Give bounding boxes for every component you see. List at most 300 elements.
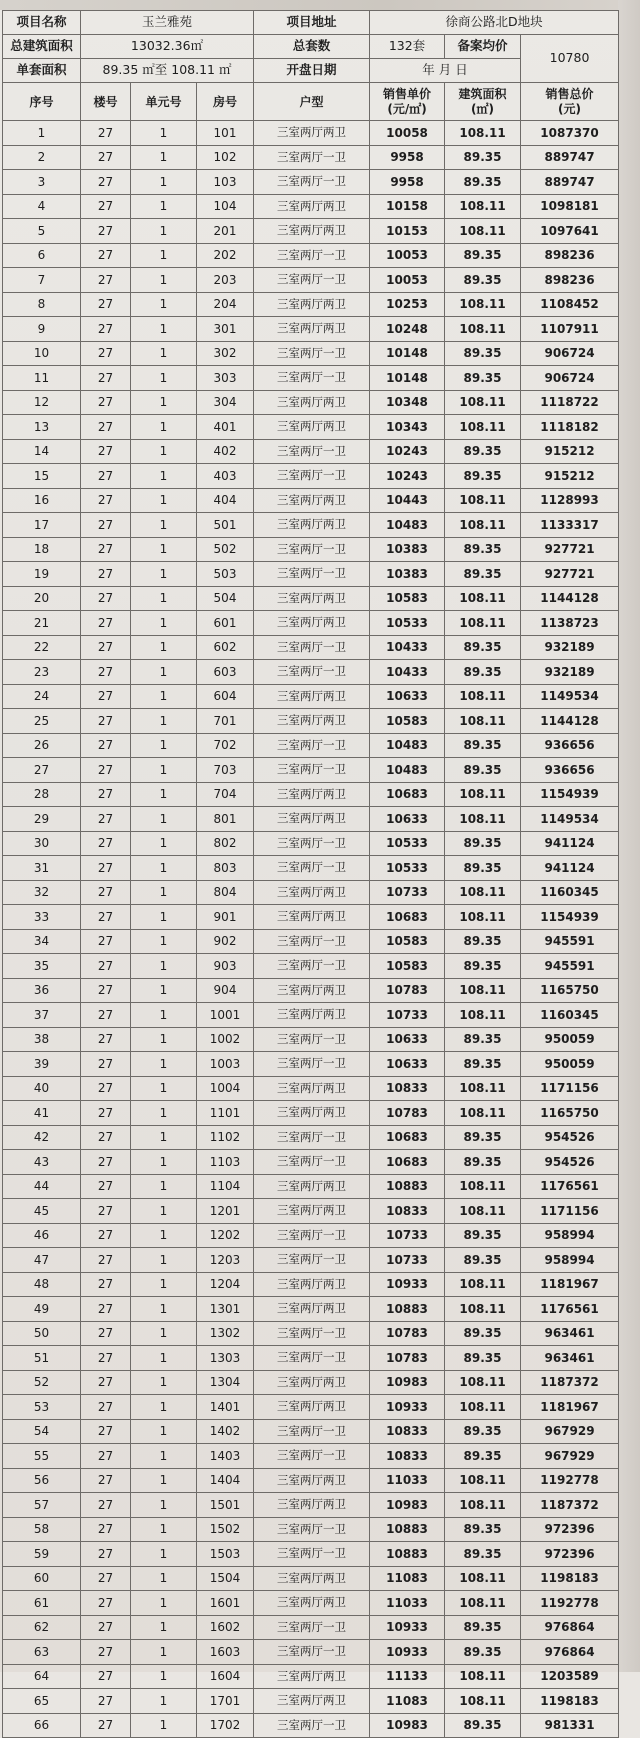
cell-unit-price: 10348	[370, 390, 445, 415]
cell-building: 27	[81, 1370, 131, 1395]
cell-total-price: 981331	[521, 1713, 619, 1738]
table-row	[3, 415, 619, 440]
cell-unit-price: 10633	[370, 1027, 445, 1052]
cell-area: 89.35	[445, 1517, 521, 1542]
cell-room: 704	[197, 782, 254, 807]
cell-unit-price: 10583	[370, 954, 445, 979]
table-row	[3, 390, 619, 415]
cell-total-price: 1181967	[521, 1395, 619, 1420]
cell-total-price: 1154939	[521, 782, 619, 807]
cell-unit: 1	[131, 1174, 197, 1199]
cell-unit: 1	[131, 782, 197, 807]
cell-area: 89.35	[445, 733, 521, 758]
col-area-line2: (㎡)	[471, 101, 494, 116]
table-row	[3, 243, 619, 268]
cell-unit-price: 10433	[370, 660, 445, 685]
cell-layout: 三室两厅一卫	[254, 954, 370, 979]
cell-area: 89.35	[445, 954, 521, 979]
cell-area: 89.35	[445, 1444, 521, 1469]
cell-building: 27	[81, 684, 131, 709]
cell-unit-price: 10583	[370, 709, 445, 734]
cell-room: 1203	[197, 1248, 254, 1273]
cell-unit: 1	[131, 1052, 197, 1077]
cell-unit: 1	[131, 1076, 197, 1101]
cell-unit: 1	[131, 586, 197, 611]
cell-unit-price: 10243	[370, 439, 445, 464]
cell-building: 27	[81, 268, 131, 293]
cell-seq: 65	[3, 1689, 81, 1714]
cell-unit-price: 10933	[370, 1640, 445, 1665]
cell-total-price: 1165750	[521, 978, 619, 1003]
cell-seq: 8	[3, 292, 81, 317]
cell-room: 401	[197, 415, 254, 440]
table-row	[3, 905, 619, 930]
cell-seq: 29	[3, 807, 81, 832]
cell-seq: 61	[3, 1591, 81, 1616]
cell-seq: 11	[3, 366, 81, 391]
cell-area: 108.11	[445, 1493, 521, 1518]
table-row	[3, 709, 619, 734]
project-address-label: 项目地址	[254, 11, 370, 35]
cell-unit: 1	[131, 292, 197, 317]
cell-area: 108.11	[445, 1199, 521, 1224]
cell-seq: 66	[3, 1713, 81, 1738]
cell-area: 108.11	[445, 1689, 521, 1714]
cell-layout: 三室两厅两卫	[254, 1395, 370, 1420]
cell-layout: 三室两厅两卫	[254, 513, 370, 538]
cell-unit: 1	[131, 1370, 197, 1395]
table-row	[3, 1346, 619, 1371]
cell-unit: 1	[131, 1640, 197, 1665]
cell-room: 1104	[197, 1174, 254, 1199]
cell-building: 27	[81, 537, 131, 562]
cell-unit-price: 10583	[370, 929, 445, 954]
cell-seq: 44	[3, 1174, 81, 1199]
cell-building: 27	[81, 341, 131, 366]
cell-building: 27	[81, 1150, 131, 1175]
cell-unit-price: 10243	[370, 464, 445, 489]
cell-building: 27	[81, 1615, 131, 1640]
cell-layout: 三室两厅两卫	[254, 586, 370, 611]
cell-total-price: 1118182	[521, 415, 619, 440]
cell-seq: 34	[3, 929, 81, 954]
cell-building: 27	[81, 733, 131, 758]
cell-area: 108.11	[445, 684, 521, 709]
cell-unit: 1	[131, 1419, 197, 1444]
cell-seq: 45	[3, 1199, 81, 1224]
cell-unit-price: 10883	[370, 1174, 445, 1199]
cell-layout: 三室两厅一卫	[254, 1542, 370, 1567]
cell-seq: 17	[3, 513, 81, 538]
cell-seq: 35	[3, 954, 81, 979]
cell-area: 108.11	[445, 219, 521, 244]
cell-unit: 1	[131, 1297, 197, 1322]
cell-unit: 1	[131, 1493, 197, 1518]
table-row	[3, 488, 619, 513]
cell-building: 27	[81, 1591, 131, 1616]
cell-total-price: 954526	[521, 1125, 619, 1150]
cell-area: 89.35	[445, 929, 521, 954]
cell-unit: 1	[131, 880, 197, 905]
cell-layout: 三室两厅两卫	[254, 1468, 370, 1493]
cell-room: 601	[197, 611, 254, 636]
cell-layout: 三室两厅一卫	[254, 733, 370, 758]
cell-layout: 三室两厅两卫	[254, 390, 370, 415]
cell-area: 89.35	[445, 1052, 521, 1077]
cell-seq: 42	[3, 1125, 81, 1150]
cell-area: 89.35	[445, 1248, 521, 1273]
cell-room: 604	[197, 684, 254, 709]
cell-room: 1101	[197, 1101, 254, 1126]
cell-total-price: 898236	[521, 268, 619, 293]
cell-area: 108.11	[445, 880, 521, 905]
cell-unit-price: 10633	[370, 1052, 445, 1077]
cell-building: 27	[81, 292, 131, 317]
cell-seq: 21	[3, 611, 81, 636]
cell-layout: 三室两厅一卫	[254, 145, 370, 170]
cell-total-price: 1181967	[521, 1272, 619, 1297]
cell-area: 89.35	[445, 170, 521, 195]
cell-area: 89.35	[445, 1321, 521, 1346]
cell-layout: 三室两厅一卫	[254, 1248, 370, 1273]
cell-total-price: 950059	[521, 1052, 619, 1077]
cell-total-price: 1144128	[521, 586, 619, 611]
cell-seq: 9	[3, 317, 81, 342]
cell-layout: 三室两厅一卫	[254, 341, 370, 366]
cell-total-price: 963461	[521, 1346, 619, 1371]
cell-unit: 1	[131, 219, 197, 244]
cell-building: 27	[81, 856, 131, 881]
cell-area: 108.11	[445, 1076, 521, 1101]
col-unit-header: 单元号	[131, 83, 197, 121]
table-row	[3, 684, 619, 709]
table-row	[3, 268, 619, 293]
cell-room: 803	[197, 856, 254, 881]
cell-room: 1702	[197, 1713, 254, 1738]
table-row	[3, 1370, 619, 1395]
cell-unit: 1	[131, 733, 197, 758]
cell-layout: 三室两厅两卫	[254, 121, 370, 146]
cell-area: 108.11	[445, 1664, 521, 1689]
cell-total-price: 1187372	[521, 1493, 619, 1518]
table-row	[3, 1076, 619, 1101]
cell-area: 89.35	[445, 1346, 521, 1371]
table-row	[3, 1517, 619, 1542]
cell-unit: 1	[131, 1444, 197, 1469]
cell-layout: 三室两厅一卫	[254, 1321, 370, 1346]
cell-unit: 1	[131, 758, 197, 783]
cell-room: 1301	[197, 1297, 254, 1322]
col-total-price-line1: 销售总价	[545, 86, 594, 101]
cell-unit-price: 10483	[370, 513, 445, 538]
cell-unit: 1	[131, 660, 197, 685]
cell-layout: 三室两厅一卫	[254, 1419, 370, 1444]
cell-unit-price: 11083	[370, 1566, 445, 1591]
cell-room: 301	[197, 317, 254, 342]
cell-area: 108.11	[445, 1395, 521, 1420]
cell-building: 27	[81, 1199, 131, 1224]
cell-seq: 58	[3, 1517, 81, 1542]
table-row	[3, 317, 619, 342]
cell-layout: 三室两厅一卫	[254, 660, 370, 685]
cell-room: 203	[197, 268, 254, 293]
table-row	[3, 880, 619, 905]
cell-unit: 1	[131, 1101, 197, 1126]
cell-seq: 28	[3, 782, 81, 807]
cell-unit-price: 10148	[370, 366, 445, 391]
table-row	[3, 1493, 619, 1518]
cell-unit-price: 10683	[370, 905, 445, 930]
cell-building: 27	[81, 954, 131, 979]
cell-layout: 三室两厅一卫	[254, 537, 370, 562]
cell-area: 89.35	[445, 464, 521, 489]
column-header-row	[3, 83, 619, 121]
cell-room: 503	[197, 562, 254, 587]
cell-unit-price: 10633	[370, 684, 445, 709]
cell-total-price: 963461	[521, 1321, 619, 1346]
cell-seq: 39	[3, 1052, 81, 1077]
cell-total-price: 1198183	[521, 1566, 619, 1591]
cell-unit: 1	[131, 537, 197, 562]
table-row	[3, 1272, 619, 1297]
cell-seq: 51	[3, 1346, 81, 1371]
cell-unit-price: 10383	[370, 562, 445, 587]
cell-seq: 27	[3, 758, 81, 783]
table-row	[3, 1542, 619, 1567]
cell-building: 27	[81, 1419, 131, 1444]
cell-room: 902	[197, 929, 254, 954]
cell-room: 1103	[197, 1150, 254, 1175]
cell-area: 89.35	[445, 1640, 521, 1665]
cell-unit: 1	[131, 1027, 197, 1052]
cell-total-price: 932189	[521, 635, 619, 660]
cell-total-price: 1160345	[521, 880, 619, 905]
table-row	[3, 1468, 619, 1493]
table-row	[3, 219, 619, 244]
cell-unit-price: 10483	[370, 733, 445, 758]
table-row	[3, 635, 619, 660]
cell-area: 108.11	[445, 905, 521, 930]
cell-seq: 13	[3, 415, 81, 440]
cell-room: 1602	[197, 1615, 254, 1640]
cell-seq: 2	[3, 145, 81, 170]
cell-room: 1701	[197, 1689, 254, 1714]
cell-building: 27	[81, 635, 131, 660]
cell-layout: 三室两厅一卫	[254, 635, 370, 660]
cell-seq: 56	[3, 1468, 81, 1493]
cell-building: 27	[81, 1664, 131, 1689]
cell-unit: 1	[131, 488, 197, 513]
cell-unit: 1	[131, 1199, 197, 1224]
cell-unit: 1	[131, 170, 197, 195]
cell-unit: 1	[131, 268, 197, 293]
cell-unit: 1	[131, 1272, 197, 1297]
cell-layout: 三室两厅两卫	[254, 1591, 370, 1616]
cell-seq: 10	[3, 341, 81, 366]
cell-area: 108.11	[445, 1272, 521, 1297]
project-name-value: 玉兰雅苑	[81, 11, 254, 35]
cell-area: 108.11	[445, 415, 521, 440]
table-row	[3, 1444, 619, 1469]
cell-seq: 37	[3, 1003, 81, 1028]
cell-layout: 三室两厅两卫	[254, 880, 370, 905]
cell-layout: 三室两厅两卫	[254, 1664, 370, 1689]
cell-seq: 4	[3, 194, 81, 219]
cell-total-price: 1128993	[521, 488, 619, 513]
cell-seq: 12	[3, 390, 81, 415]
cell-total-price: 1192778	[521, 1591, 619, 1616]
cell-seq: 55	[3, 1444, 81, 1469]
cell-unit-price: 11033	[370, 1468, 445, 1493]
table-row	[3, 586, 619, 611]
cell-building: 27	[81, 1248, 131, 1273]
cell-layout: 三室两厅两卫	[254, 905, 370, 930]
unit-area-label: 单套面积	[3, 59, 81, 83]
cell-room: 603	[197, 660, 254, 685]
cell-total-price: 967929	[521, 1419, 619, 1444]
cell-layout: 三室两厅两卫	[254, 1101, 370, 1126]
cell-area: 89.35	[445, 1150, 521, 1175]
cell-room: 303	[197, 366, 254, 391]
cell-building: 27	[81, 194, 131, 219]
cell-seq: 50	[3, 1321, 81, 1346]
cell-unit: 1	[131, 978, 197, 1003]
table-row	[3, 1591, 619, 1616]
cell-building: 27	[81, 1517, 131, 1542]
cell-total-price: 972396	[521, 1542, 619, 1567]
cell-room: 1201	[197, 1199, 254, 1224]
col-area-header	[445, 83, 521, 121]
cell-unit: 1	[131, 1615, 197, 1640]
table-row	[3, 929, 619, 954]
cell-building: 27	[81, 1101, 131, 1126]
cell-unit-price: 10533	[370, 611, 445, 636]
cell-seq: 22	[3, 635, 81, 660]
cell-seq: 18	[3, 537, 81, 562]
cell-area: 108.11	[445, 782, 521, 807]
cell-seq: 24	[3, 684, 81, 709]
cell-total-price: 958994	[521, 1248, 619, 1273]
cell-building: 27	[81, 880, 131, 905]
cell-building: 27	[81, 1640, 131, 1665]
cell-total-price: 927721	[521, 562, 619, 587]
cell-room: 1501	[197, 1493, 254, 1518]
table-row	[3, 513, 619, 538]
cell-area: 108.11	[445, 317, 521, 342]
table-row	[3, 1566, 619, 1591]
cell-total-price: 976864	[521, 1615, 619, 1640]
table-row	[3, 1297, 619, 1322]
cell-building: 27	[81, 1321, 131, 1346]
cell-total-price: 906724	[521, 341, 619, 366]
table-row	[3, 978, 619, 1003]
cell-seq: 43	[3, 1150, 81, 1175]
cell-unit-price: 9958	[370, 170, 445, 195]
cell-total-price: 950059	[521, 1027, 619, 1052]
cell-unit-price: 10883	[370, 1297, 445, 1322]
cell-total-price: 1138723	[521, 611, 619, 636]
cell-seq: 64	[3, 1664, 81, 1689]
cell-building: 27	[81, 1468, 131, 1493]
project-address-value: 徐商公路北D地块	[370, 11, 619, 35]
cell-layout: 三室两厅一卫	[254, 1125, 370, 1150]
cell-unit: 1	[131, 439, 197, 464]
cell-room: 403	[197, 464, 254, 489]
col-unit-price-header	[370, 83, 445, 121]
cell-unit: 1	[131, 145, 197, 170]
table-row	[3, 611, 619, 636]
cell-unit: 1	[131, 1346, 197, 1371]
cell-area: 89.35	[445, 831, 521, 856]
cell-room: 1302	[197, 1321, 254, 1346]
cell-area: 108.11	[445, 194, 521, 219]
cell-unit: 1	[131, 513, 197, 538]
cell-total-price: 1097641	[521, 219, 619, 244]
total-units-label: 总套数	[254, 35, 370, 59]
col-layout-header: 户型	[254, 83, 370, 121]
open-date-value: 年 月 日	[370, 59, 521, 83]
table-row	[3, 366, 619, 391]
cell-room: 304	[197, 390, 254, 415]
cell-area: 108.11	[445, 978, 521, 1003]
cell-area: 89.35	[445, 635, 521, 660]
cell-total-price: 1171156	[521, 1199, 619, 1224]
cell-area: 108.11	[445, 390, 521, 415]
cell-building: 27	[81, 1125, 131, 1150]
cell-building: 27	[81, 1542, 131, 1567]
cell-building: 27	[81, 782, 131, 807]
cell-seq: 41	[3, 1101, 81, 1126]
col-building-header: 楼号	[81, 83, 131, 121]
cell-seq: 62	[3, 1615, 81, 1640]
cell-area: 108.11	[445, 1370, 521, 1395]
cell-unit-price: 10053	[370, 268, 445, 293]
cell-layout: 三室两厅一卫	[254, 831, 370, 856]
cell-room: 302	[197, 341, 254, 366]
cell-room: 703	[197, 758, 254, 783]
cell-seq: 40	[3, 1076, 81, 1101]
cell-unit-price: 10533	[370, 831, 445, 856]
cell-layout: 三室两厅一卫	[254, 758, 370, 783]
table-row	[3, 464, 619, 489]
cell-total-price: 1160345	[521, 1003, 619, 1028]
cell-building: 27	[81, 145, 131, 170]
header-row-1	[3, 11, 619, 35]
cell-layout: 三室两厅一卫	[254, 562, 370, 587]
cell-building: 27	[81, 488, 131, 513]
cell-room: 1102	[197, 1125, 254, 1150]
cell-seq: 47	[3, 1248, 81, 1273]
cell-layout: 三室两厅一卫	[254, 268, 370, 293]
cell-room: 1204	[197, 1272, 254, 1297]
cell-layout: 三室两厅两卫	[254, 1493, 370, 1518]
cell-building: 27	[81, 1297, 131, 1322]
cell-room: 1304	[197, 1370, 254, 1395]
table-row	[3, 1419, 619, 1444]
cell-room: 1503	[197, 1542, 254, 1567]
cell-building: 27	[81, 611, 131, 636]
cell-unit: 1	[131, 1713, 197, 1738]
cell-unit: 1	[131, 684, 197, 709]
table-row	[3, 782, 619, 807]
cell-seq: 57	[3, 1493, 81, 1518]
cell-area: 108.11	[445, 121, 521, 146]
cell-layout: 三室两厅两卫	[254, 807, 370, 832]
cell-unit: 1	[131, 1223, 197, 1248]
price-list-table	[2, 10, 619, 1738]
cell-total-price: 972396	[521, 1517, 619, 1542]
cell-total-price: 1144128	[521, 709, 619, 734]
